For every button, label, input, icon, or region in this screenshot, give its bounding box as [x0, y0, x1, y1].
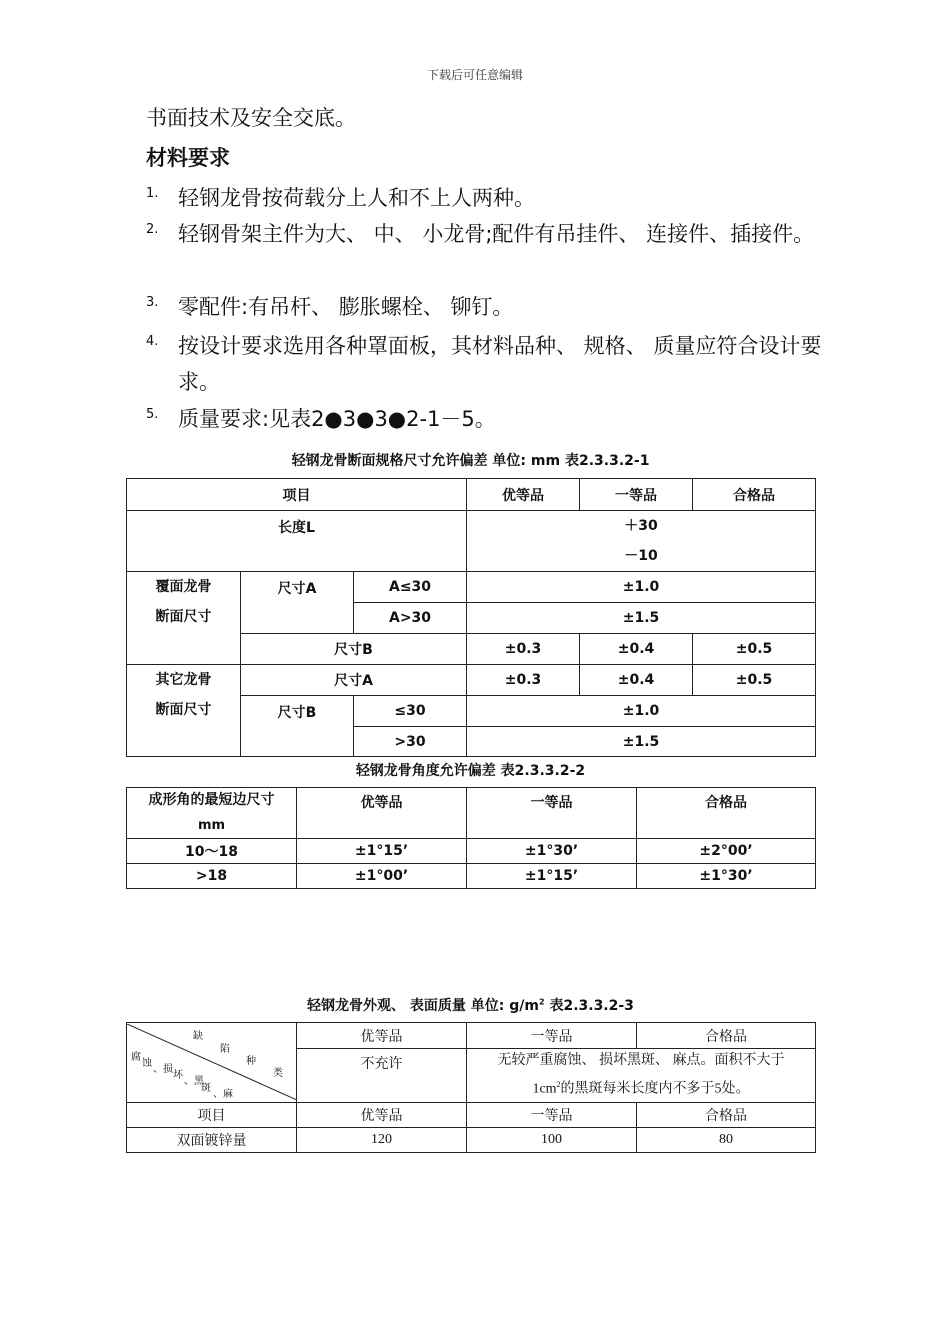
list-text: 轻钢骨架主件为大、 中、 小龙骨;配件有吊挂件、 连接件、插接件。	[178, 222, 815, 246]
list-text: 质量要求:见表2●3●3●2-1－5。	[178, 407, 496, 431]
a-le30-label: A≤30	[354, 572, 467, 603]
header-min-edge-line1: 成形角的最短边尺寸	[148, 792, 275, 808]
header-min-edge	[127, 788, 297, 839]
size-b-excellent: ±0.3	[467, 634, 580, 665]
other-keel-group	[127, 665, 241, 757]
list-number: 3.	[146, 295, 159, 310]
size-a-label: 尺寸A	[241, 572, 354, 634]
cover-keel-label-1: 覆面龙骨	[155, 579, 212, 595]
qualified-value: ±2°00’	[637, 839, 816, 864]
subheader-excellent: 优等品	[297, 1102, 467, 1127]
subheader-first-class: 一等品	[467, 1102, 637, 1127]
qualified-value: ±1°30’	[637, 864, 816, 889]
a-gt30-value: ±1.5	[467, 603, 816, 634]
a-le30-value: ±1.0	[467, 572, 816, 603]
description-line-2-rest: 的黑斑每米长度内不多于5处。	[560, 1081, 750, 1097]
le30-value: ±1.0	[467, 696, 816, 727]
section-size-tolerance-table	[126, 478, 816, 757]
size-b-label: 尺寸B	[241, 634, 467, 665]
length-minus: －10	[624, 548, 658, 564]
table3-caption-number: 表2.3.3.2-3	[544, 998, 634, 1014]
other-a-first: ±0.4	[580, 665, 693, 696]
list-number: 4.	[146, 334, 159, 349]
excellent-value: ±1°15’	[297, 839, 467, 864]
edge-range: >18	[127, 864, 297, 889]
header-first-class: 一等品	[467, 788, 637, 839]
table-row	[127, 839, 816, 864]
zinc-excellent: 120	[297, 1127, 467, 1152]
list-number: 5.	[146, 407, 159, 422]
other-size-b-label: 尺寸B	[241, 696, 354, 757]
diag-label-defect-1: 缺	[193, 1031, 203, 1043]
page-header: 下载后可任意编辑	[426, 68, 523, 82]
header-excellent: 优等品	[297, 788, 467, 839]
diag-label-defect-3: 种	[246, 1056, 256, 1068]
table-row	[127, 864, 816, 889]
header-min-edge-unit: mm	[197, 818, 226, 833]
zinc-first: 100	[467, 1127, 637, 1152]
diag-label-corrosion-1: 腐	[131, 1052, 141, 1064]
gt30-value: ±1.5	[467, 727, 816, 757]
table2-caption: 轻钢龙骨角度允许偏差 表2.3.3.2-2	[355, 763, 586, 779]
zinc-coating-label: 双面镀锌量	[127, 1127, 297, 1152]
cover-keel-group	[127, 572, 241, 665]
header-qualified: 合格品	[637, 1023, 816, 1049]
defect-description	[467, 1049, 816, 1103]
appearance-quality-table	[126, 1022, 816, 1153]
other-a-qualified: ±0.5	[693, 665, 816, 696]
first-value: ±1°15’	[467, 864, 637, 889]
header-first-class: 一等品	[580, 479, 693, 511]
other-keel-label-2: 断面尺寸	[155, 702, 212, 718]
header-excellent: 优等品	[467, 479, 580, 511]
angle-tolerance-table	[126, 787, 816, 889]
section-title: 材料要求	[146, 146, 230, 170]
a-gt30-label: A>30	[354, 603, 467, 634]
edge-range: 10～18	[127, 839, 297, 864]
list-number: 2.	[146, 222, 159, 237]
area-value: 1cm	[532, 1081, 557, 1097]
table-row	[127, 1127, 816, 1152]
length-tolerance	[467, 511, 816, 572]
size-b-qualified: ±0.5	[693, 634, 816, 665]
item-label: 项目	[127, 1102, 297, 1127]
description-line-1: 无较严重腐蚀、 损坏黑斑、 麻点。面积不大于	[497, 1053, 785, 1068]
table3-caption-main: 轻钢龙骨外观、 表面质量 单位: g/m	[307, 998, 539, 1014]
header-excellent: 优等品	[297, 1023, 467, 1049]
diag-label-corrosion-2: 蚀	[142, 1058, 152, 1070]
list-text: 按设计要求选用各种罩面板，其材料品种、 规格、 质量应符合设计要求。	[178, 334, 822, 394]
gt30-label: >30	[354, 727, 467, 757]
diag-label-defect-4: 类	[273, 1068, 283, 1080]
zinc-qualified: 80	[637, 1127, 816, 1152]
header-qualified: 合格品	[693, 479, 816, 511]
not-allowed-cell: 不充许	[297, 1049, 467, 1103]
diag-label-corrosion-7: 、麻	[213, 1089, 233, 1101]
header-item: 项目	[127, 479, 467, 511]
cover-keel-label-2: 断面尺寸	[155, 609, 212, 625]
header-first-class: 一等品	[467, 1023, 637, 1049]
intro-line: 书面技术及安全交底。	[146, 106, 356, 130]
list-text: 零配件:有吊杆、 膨胀螺栓、 铆钉。	[178, 295, 514, 319]
le30-label: ≤30	[354, 696, 467, 727]
list-text: 轻钢龙骨按荷载分上人和不上人两种。	[178, 186, 535, 210]
length-plus: ＋30	[624, 518, 658, 534]
diag-label-defect-2: 陷	[220, 1044, 230, 1056]
table3-caption	[126, 995, 815, 1015]
subheader-qualified: 合格品	[637, 1102, 816, 1127]
list-number: 1.	[146, 186, 159, 201]
table3-caption-superscript: 2	[539, 997, 545, 1007]
diag-label-corrosion-4: 坏	[173, 1070, 183, 1082]
other-size-a-label: 尺寸A	[241, 665, 467, 696]
size-b-first: ±0.4	[580, 634, 693, 665]
table1-caption: 轻钢龙骨断面规格尺寸允许偏差 单位: mm 表2.3.3.2-1	[291, 453, 650, 469]
description-line-2	[467, 1073, 815, 1102]
length-label: 长度L	[127, 511, 467, 572]
diag-label-corrosion-5: 、黑	[184, 1076, 204, 1088]
first-value: ±1°30’	[467, 839, 637, 864]
diag-label-corrosion-3: 、损	[153, 1064, 173, 1076]
diag-label-corrosion-6: 斑	[201, 1083, 211, 1095]
excellent-value: ±1°00’	[297, 864, 467, 889]
header-qualified: 合格品	[637, 788, 816, 839]
area-superscript: 2	[556, 1080, 561, 1089]
other-a-excellent: ±0.3	[467, 665, 580, 696]
other-keel-label-1: 其它龙骨	[155, 672, 212, 688]
diagonal-header-cell	[127, 1023, 297, 1103]
